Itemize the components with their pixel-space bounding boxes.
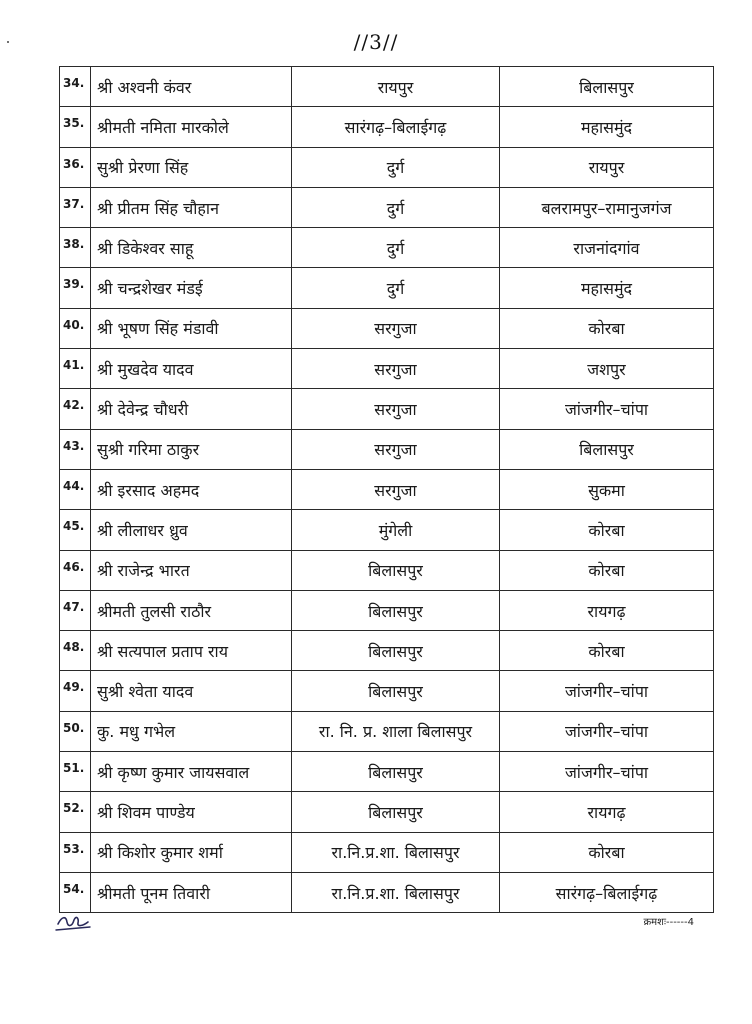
serial-number-cell: 53. [60,832,91,872]
serial-number-cell: 46. [60,550,91,590]
serial-number-cell: 45. [60,510,91,550]
serial-number-cell: 37. [60,187,91,227]
new-posting-cell: महासमुंद [500,268,714,308]
table-row [60,792,714,832]
serial-number-cell: 48. [60,631,91,671]
employee-name-cell: श्री किशोर कुमार शर्मा [91,832,292,872]
new-posting-cell: जांजगीर–चांपा [500,389,714,429]
current-posting-cell: सरगुजा [292,469,500,509]
table-row [60,389,714,429]
new-posting-cell: सारंगढ़–बिलाईगढ़ [500,872,714,912]
current-posting-cell: रा. नि. प्र. शाला बिलासपुर [292,711,500,751]
transfer-table [59,66,714,913]
table-row [60,832,714,872]
new-posting-cell: जांजगीर–चांपा [500,752,714,792]
table-row [60,590,714,630]
table-row [60,147,714,187]
table-row [60,469,714,509]
new-posting-cell: बिलासपुर [500,67,714,107]
current-posting-cell: दुर्ग [292,268,500,308]
current-posting-cell: बिलासपुर [292,590,500,630]
serial-number-cell: 52. [60,792,91,832]
current-posting-cell: बिलासपुर [292,671,500,711]
continued-label: क्रमशः------4 [643,917,694,928]
table-row [60,228,714,268]
new-posting-cell: कोरबा [500,832,714,872]
new-posting-cell: कोरबा [500,631,714,671]
new-posting-cell: सुकमा [500,469,714,509]
signature-mark [54,910,94,934]
employee-name-cell: कु. मधु गभेल [91,711,292,751]
employee-name-cell: श्री सत्यपाल प्रताप राय [91,631,292,671]
current-posting-cell: दुर्ग [292,228,500,268]
employee-name-cell: श्री डिकेश्वर साहू [91,228,292,268]
employee-name-cell: सुश्री प्रेरणा सिंह [91,147,292,187]
table-row [60,550,714,590]
employee-name-cell: श्री मुखदेव यादव [91,349,292,389]
employee-name-cell: श्री अश्वनी कंवर [91,67,292,107]
table-row [60,268,714,308]
table-row [60,187,714,227]
serial-number-cell: 36. [60,147,91,187]
current-posting-cell: बिलासपुर [292,752,500,792]
current-posting-cell: दुर्ग [292,187,500,227]
employee-name-cell: श्री राजेन्द्र भारत [91,550,292,590]
current-posting-cell: रायपुर [292,67,500,107]
current-posting-cell: दुर्ग [292,147,500,187]
serial-number-cell: 50. [60,711,91,751]
table-row [60,107,714,147]
employee-name-cell: श्री देवेन्द्र चौधरी [91,389,292,429]
current-posting-cell: रा.नि.प्र.शा. बिलासपुर [292,872,500,912]
serial-number-cell: 41. [60,349,91,389]
serial-number-cell: 39. [60,268,91,308]
current-posting-cell: रा.नि.प्र.शा. बिलासपुर [292,832,500,872]
table-row [60,67,714,107]
serial-number-cell: 49. [60,671,91,711]
new-posting-cell: कोरबा [500,550,714,590]
current-posting-cell: बिलासपुर [292,631,500,671]
employee-name-cell: श्री प्रीतम सिंह चौहान [91,187,292,227]
serial-number-cell: 51. [60,752,91,792]
current-posting-cell: सरगुजा [292,429,500,469]
table-row [60,429,714,469]
table-row [60,631,714,671]
new-posting-cell: जांजगीर–चांपा [500,671,714,711]
new-posting-cell: रायगढ़ [500,590,714,630]
employee-name-cell: श्रीमती नमिता मारकोले [91,107,292,147]
table-row [60,711,714,751]
serial-number-cell: 34. [60,67,91,107]
employee-name-cell: श्रीमती पूनम तिवारी [91,872,292,912]
page-number: //3// [353,30,399,54]
new-posting-cell: महासमुंद [500,107,714,147]
employee-name-cell: श्री लीलाधर ध्रुव [91,510,292,550]
serial-number-cell: 42. [60,389,91,429]
new-posting-cell: जांजगीर–चांपा [500,711,714,751]
current-posting-cell: सरगुजा [292,389,500,429]
employee-name-cell: सुश्री श्वेता यादव [91,671,292,711]
serial-number-cell: 35. [60,107,91,147]
employee-name-cell: सुश्री गरिमा ठाकुर [91,429,292,469]
current-posting-cell: मुंगेली [292,510,500,550]
employee-name-cell: श्री इरसाद अहमद [91,469,292,509]
employee-name-cell: श्री भूषण सिंह मंडावी [91,308,292,348]
current-posting-cell: सरगुजा [292,349,500,389]
current-posting-cell: सारंगढ़–बिलाईगढ़ [292,107,500,147]
new-posting-cell: रायगढ़ [500,792,714,832]
employee-name-cell: श्री कृष्ण कुमार जायसवाल [91,752,292,792]
new-posting-cell: राजनांदगांव [500,228,714,268]
current-posting-cell: बिलासपुर [292,550,500,590]
serial-number-cell: 44. [60,469,91,509]
employee-name-cell: श्री चन्द्रशेखर मंडई [91,268,292,308]
serial-number-cell: 43. [60,429,91,469]
current-posting-cell: सरगुजा [292,308,500,348]
new-posting-cell: बिलासपुर [500,429,714,469]
table-row [60,349,714,389]
new-posting-cell: कोरबा [500,308,714,348]
table-row [60,510,714,550]
new-posting-cell: कोरबा [500,510,714,550]
table-row [60,872,714,912]
table-row [60,671,714,711]
serial-number-cell: 40. [60,308,91,348]
serial-number-cell: 38. [60,228,91,268]
table-row [60,752,714,792]
employee-name-cell: श्री शिवम पाण्डेय [91,792,292,832]
employee-name-cell: श्रीमती तुलसी राठौर [91,590,292,630]
new-posting-cell: रायपुर [500,147,714,187]
serial-number-cell: 47. [60,590,91,630]
new-posting-cell: जशपुर [500,349,714,389]
new-posting-cell: बलरामपुर–रामानुजगंज [500,187,714,227]
serial-number-cell: 54. [60,872,91,912]
current-posting-cell: बिलासपुर [292,792,500,832]
table-row [60,308,714,348]
transfer-table-body [60,67,714,913]
